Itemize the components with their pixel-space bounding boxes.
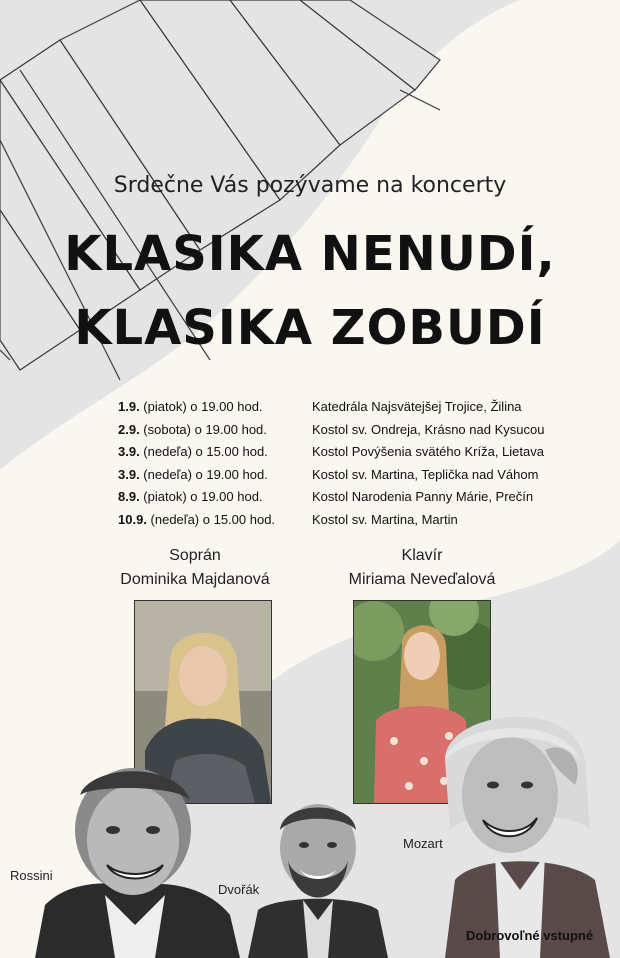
title-line-2: KLASIKA ZOBUDÍ (74, 300, 546, 356)
performer-name: Dominika Majdanová (120, 571, 270, 588)
composer-label-dvorak: Dvořák (218, 882, 260, 897)
admission-note: Dobrovoľné vstupné (466, 928, 594, 943)
schedule-row (118, 441, 578, 464)
concert-schedule (118, 396, 578, 532)
concert-venue: Kostol Povýšenia svätého Kríža, Lietava (312, 444, 544, 460)
composer-label-mozart: Mozart (403, 836, 443, 851)
concert-date: 3.9. (118, 444, 140, 460)
concert-venue: Kostol sv. Martina, Teplička nad Váhom (312, 466, 539, 482)
performer-role: Soprán (169, 547, 221, 564)
concert-time: (piatok) o 19.00 hod. (139, 399, 263, 414)
concert-time: (nedeľa) o 15.00 hod. (139, 444, 268, 460)
concert-date: 3.9. (118, 466, 140, 482)
concert-date: 2.9. (118, 421, 140, 437)
title-line-1: KLASIKA NENUDÍ, (64, 226, 556, 282)
schedule-row (118, 486, 578, 509)
invitation-subtitle: Srdečne Vás pozývame na koncerty (113, 173, 507, 198)
concert-time: (piatok) o 19.00 hod. (139, 489, 263, 505)
concert-date: 10.9. (118, 511, 147, 527)
performer-piano (322, 544, 522, 592)
performer-name: Miriama Neveďalová (348, 571, 496, 588)
rossini-portrait (35, 755, 240, 958)
concert-time: (nedeľa) o 19.00 hod. (139, 466, 268, 482)
concert-date: 8.9. (118, 489, 140, 505)
mozart-portrait (425, 690, 620, 958)
concert-venue: Katedrála Najsvätejšej Trojice, Žilina (312, 399, 522, 414)
dvorak-portrait (248, 790, 388, 958)
concert-venue: Kostol sv. Ondreja, Krásno nad Kysucou (312, 421, 545, 437)
composer-label-rossini: Rossini (10, 868, 53, 883)
schedule-row (118, 419, 578, 442)
performer-soprano (95, 544, 295, 592)
concert-date: 1.9. (118, 399, 140, 414)
schedule-row (118, 396, 578, 419)
schedule-row (118, 464, 578, 487)
concert-time: (nedeľa) o 15.00 hod. (146, 511, 276, 527)
concert-venue: Kostol sv. Martina, Martin (312, 511, 458, 527)
concert-venue: Kostol Narodenia Panny Márie, Prečín (312, 489, 534, 505)
performer-role: Klavír (401, 547, 443, 564)
schedule-row (118, 509, 578, 532)
concert-time: (sobota) o 19.00 hod. (139, 421, 267, 437)
